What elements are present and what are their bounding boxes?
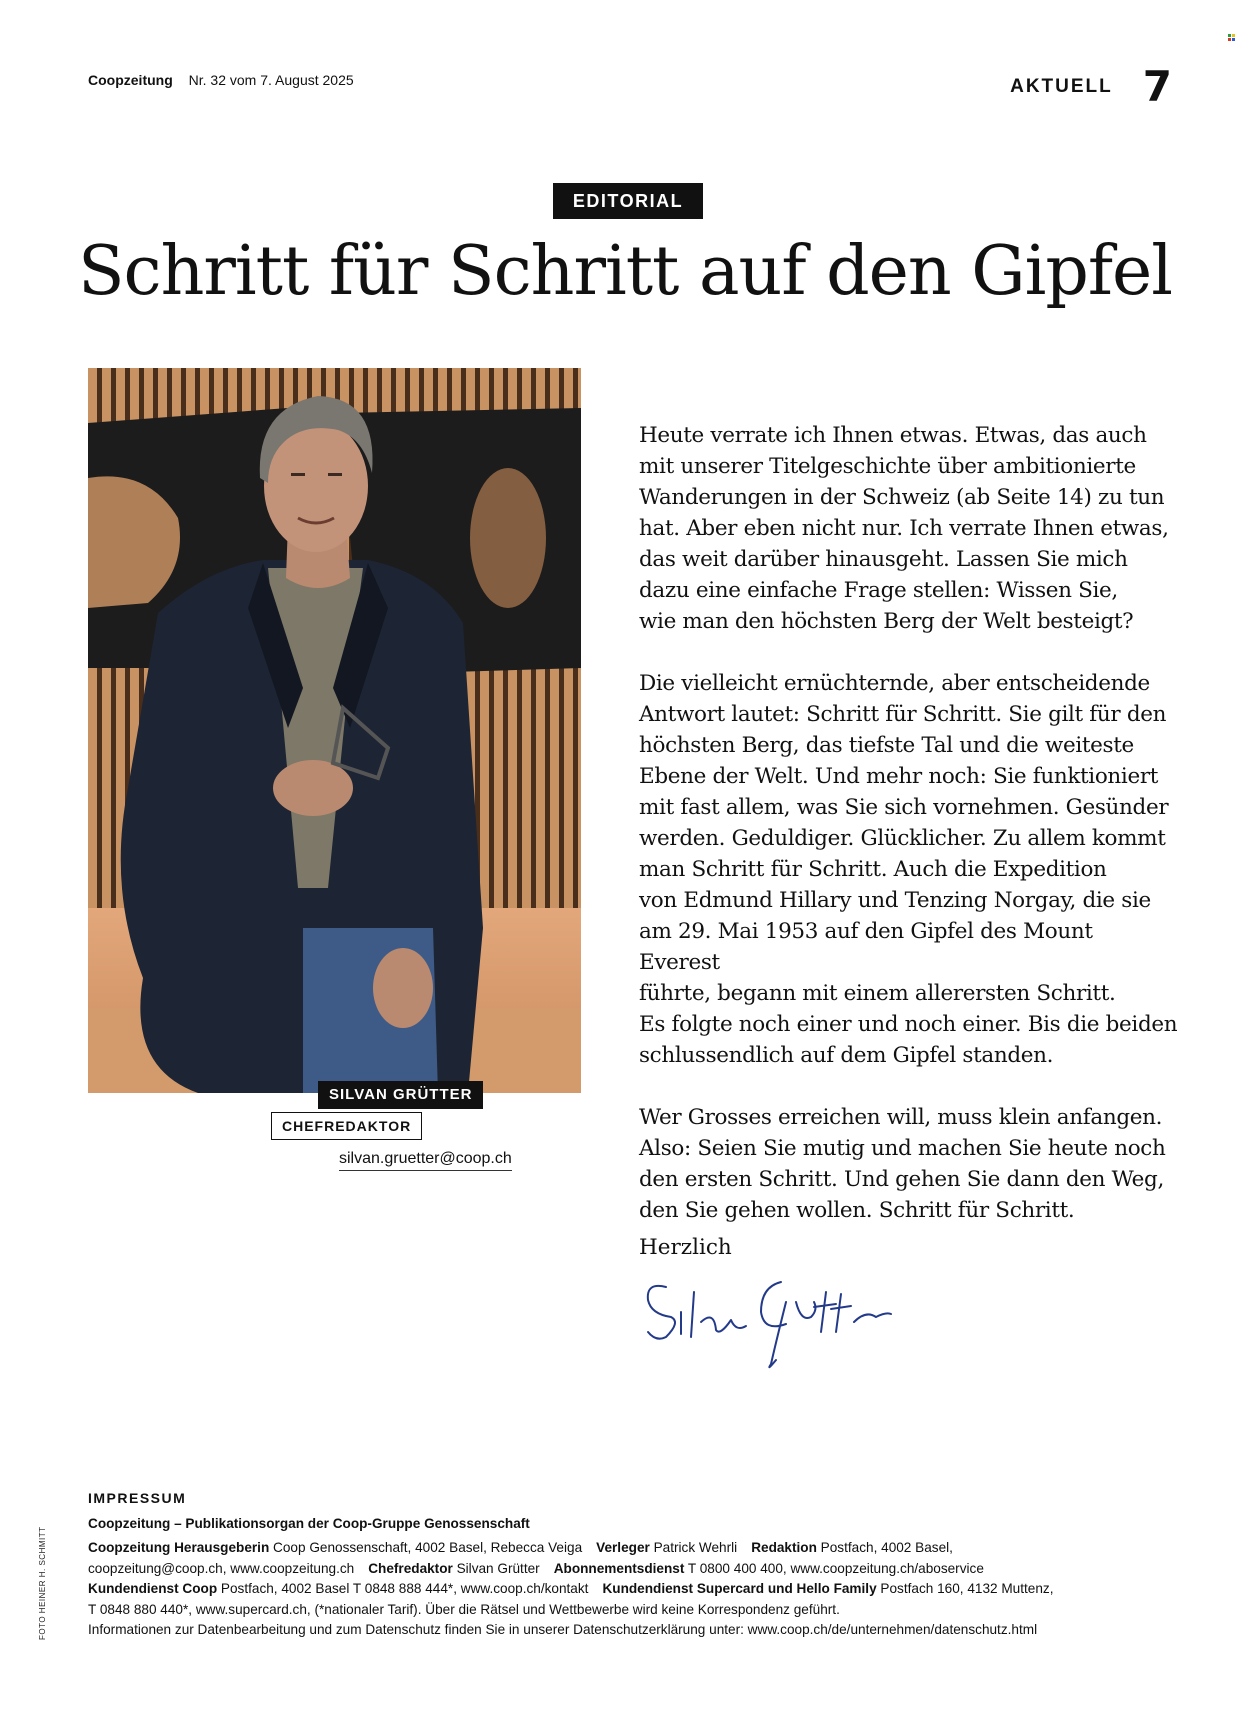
photo-credit: FOTO HEINER H. SCHMITT bbox=[38, 1526, 47, 1640]
impressum-key: Chefredaktor bbox=[368, 1560, 453, 1576]
page-title: Schritt für Schritt auf den Gipfel bbox=[77, 232, 1173, 311]
impressum-key: Abonnementsdienst bbox=[553, 1560, 685, 1576]
editorial-label: EDITORIAL bbox=[553, 183, 703, 219]
impressum-value: T 0800 400 400, www.coopzeitung.ch/aboservice bbox=[684, 1560, 984, 1576]
editorial-body bbox=[639, 420, 1179, 1257]
impressum-line bbox=[88, 1538, 1188, 1559]
page-number: 7 bbox=[1142, 62, 1172, 111]
impressum-value: Postfach 160, 4132 Muttenz, bbox=[876, 1581, 1054, 1596]
impressum-line bbox=[88, 1579, 1188, 1600]
impressum-title: IMPRESSUM bbox=[88, 1490, 187, 1506]
impressum bbox=[88, 1488, 1188, 1641]
impressum-subtitle: Coopzeitung – Publikationsorgan der Coop-Gruppe Genossenschaft bbox=[88, 1515, 530, 1531]
author-email-link[interactable]: silvan.gruetter@coop.ch bbox=[339, 1150, 512, 1171]
impressum-line bbox=[88, 1559, 1188, 1580]
impressum-key: Coopzeitung Herausgeberin bbox=[88, 1540, 270, 1555]
impressum-value: Postfach, 4002 Basel T 0848 888 444*, www.coop.ch/kontakt bbox=[217, 1581, 589, 1596]
paragraph-1: Heute verrate ich Ihnen etwas. Etwas, das auch mit unserer Titelgeschichte über ambitionierte Wanderungen in der Schweiz (ab Seite 14) zu tun hat. Aber eben nicht nur. Ich verrate Ihnen etwas, das weit darüber hinausgeht. Lassen Sie mich dazu eine einfache Frage stellen: Wissen Sie, wie man den höchsten Berg der Welt besteigt? bbox=[639, 423, 1169, 634]
impressum-value: Postfach, 4002 Basel, bbox=[816, 1540, 953, 1555]
impressum-value: coopzeitung@coop.ch, www.coopzeitung.ch bbox=[88, 1560, 355, 1576]
impressum-key: Redaktion bbox=[751, 1540, 817, 1555]
impressum-line: T 0848 880 440*, www.supercard.ch, (*nationaler Tarif). Über die Rätsel und Wettbewerbe wird keine Korrespondenz geführt. bbox=[88, 1601, 840, 1617]
issue-line bbox=[88, 72, 354, 88]
section-header bbox=[1010, 62, 1172, 111]
author-name-tag: SILVAN GRÜTTER bbox=[318, 1081, 483, 1109]
impressum-value: Silvan Grütter bbox=[452, 1560, 540, 1576]
paragraph-2: Die vielleicht ernüchternde, aber entscheidende Antwort lautet: Schritt für Schritt. Sie gilt für den höchsten Berg, das tiefste Tal und die weiteste Ebene der Welt. Und mehr noch: Sie funktioniert mit fast allem, was Sie sich vornehmen. Gesünder werden. Geduldiger. Glücklicher. Zu allem kommt man Schritt für Schritt. Auch die Expedition von Edmund Hillary und Tenzing Norgay, die sie am 29. Mai 1953 auf den Gipfel des Mount Everest führte, begann mit einem allerersten Schritt. Es folgte noch einer und noch einer. Bis die beiden schlussendlich auf dem Gipfel standen. bbox=[639, 671, 1178, 1068]
color-marks-icon bbox=[1228, 34, 1236, 42]
closing-greeting: Herzlich bbox=[639, 1235, 732, 1260]
impressum-key: Kundendienst Coop bbox=[88, 1581, 218, 1596]
paragraph-3: Wer Grosses erreichen will, muss klein anfangen. Also: Seien Sie mutig und machen Sie heute noch den ersten Schritt. Und gehen Sie dann den Weg, den Sie gehen wollen. Schritt für Schritt. bbox=[639, 1105, 1166, 1223]
section-label: AKTUELL bbox=[1010, 76, 1113, 97]
author-role-tag: CHEFREDAKTOR bbox=[271, 1112, 422, 1140]
issue-info: Nr. 32 vom 7. August 2025 bbox=[188, 72, 354, 88]
author-signature bbox=[636, 1262, 896, 1372]
impressum-key: Kundendienst Supercard und Hello Family bbox=[602, 1581, 877, 1596]
impressum-value: Coop Genossenschaft, 4002 Basel, Rebecca Veiga bbox=[269, 1540, 583, 1555]
author-photo bbox=[88, 368, 581, 1093]
impressum-key: Verleger bbox=[596, 1540, 650, 1555]
brand-name: Coopzeitung bbox=[88, 72, 173, 88]
impressum-value: Patrick Wehrli bbox=[649, 1540, 738, 1555]
impressum-line: Informationen zur Datenbearbeitung und zum Datenschutz finden Sie in unserer Datenschutzerklärung unter: www.coop.ch/de/unternehmen/datenschutz.html bbox=[88, 1622, 1038, 1637]
